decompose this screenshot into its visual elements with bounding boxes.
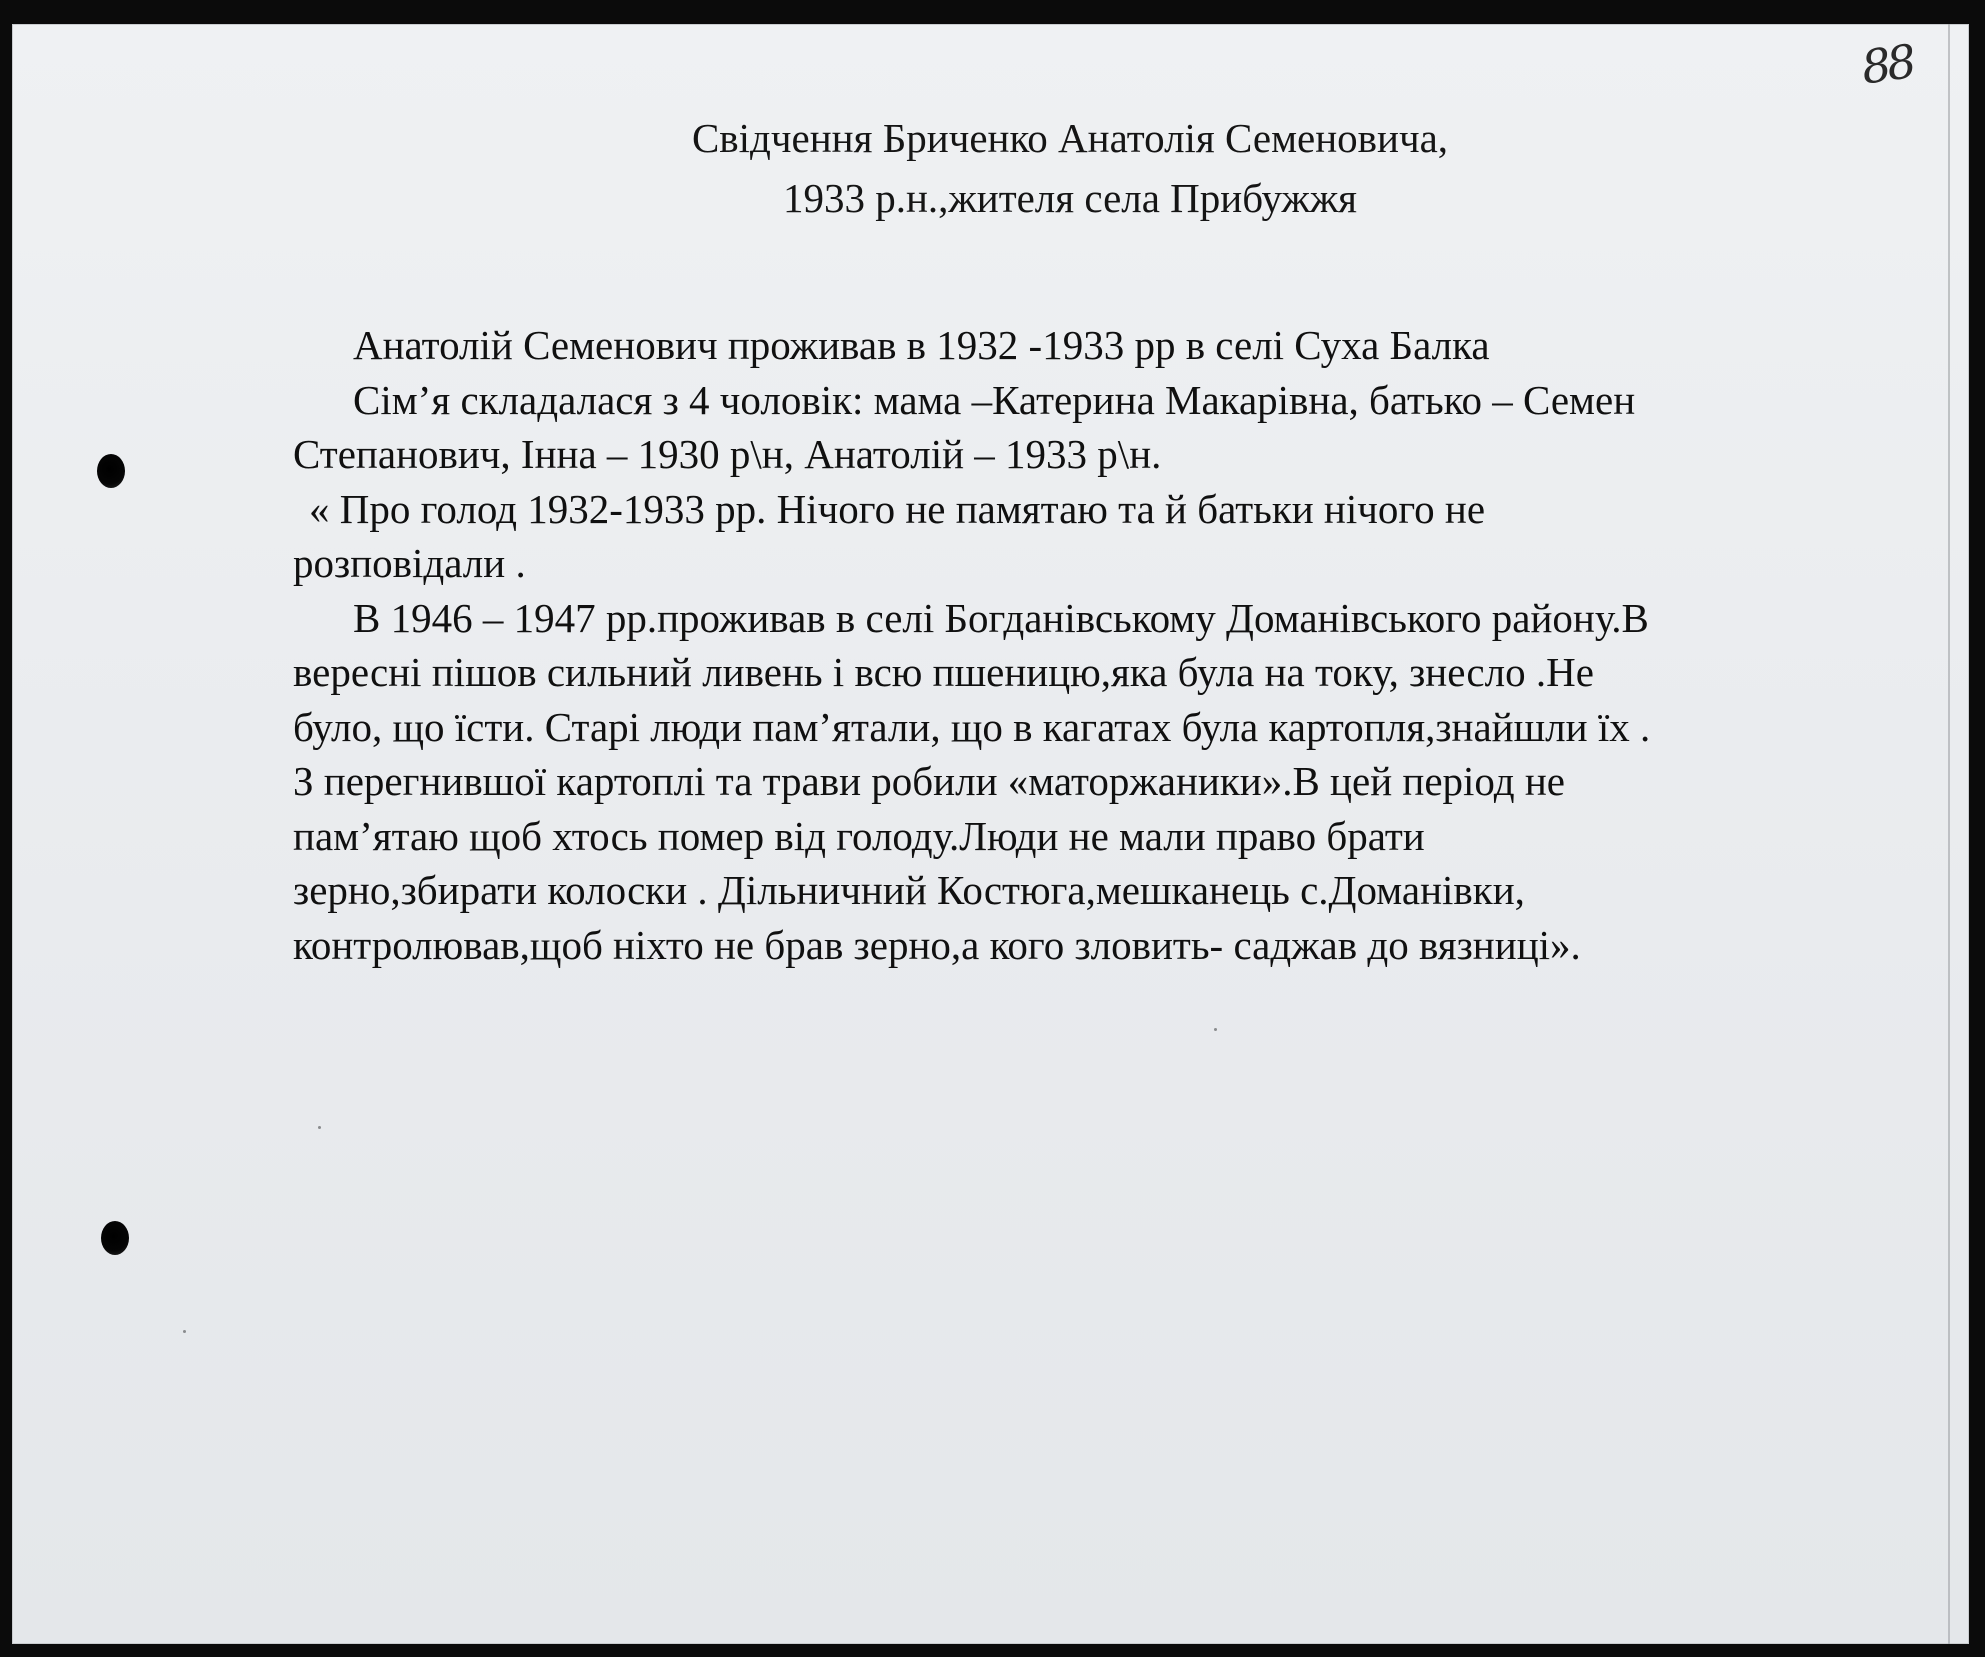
paper-speck bbox=[183, 1330, 186, 1333]
body-line: В 1946 – 1947 рр.проживав в селі Богданівському Доманівського району.В bbox=[353, 594, 1649, 641]
body-line: Сім’я складалася з 4 чоловік: мама –Катерина Макарівна, батько – Семен bbox=[353, 376, 1636, 423]
punch-hole-bottom bbox=[101, 1221, 129, 1255]
title-line-2: 1933 р.н.,жителя села Прибужжя bbox=[782, 175, 1358, 221]
body-line: пам’ятаю щоб хтось помер від голоду.Люди не мали право брати bbox=[293, 812, 1425, 859]
punch-hole-top bbox=[97, 454, 125, 488]
testimony-body bbox=[293, 318, 1853, 972]
body-line: Степанович, Інна – 1930 р\н, Анатолій – 1933 р\н. bbox=[293, 431, 1162, 477]
handwritten-page-number: 88 bbox=[1858, 34, 1916, 95]
body-line: вересні пішов сильний ливень і всю пшеницю,яка була на току, знесло .Не bbox=[293, 649, 1594, 695]
body-line: розповідали . bbox=[293, 540, 526, 586]
paper-speck bbox=[1214, 1028, 1217, 1031]
document-title bbox=[400, 108, 1740, 228]
body-line: зерно,збирати колоски . Дільничний Костюга,мешканець с.Доманівки, bbox=[293, 867, 1525, 913]
body-line: З перегнившої картоплі та трави робили «маторжаники».В цей період не bbox=[293, 758, 1565, 804]
body-line: було, що їсти. Старі люди пам’ятали, що в кагатах була картопля,знайшли їх . bbox=[293, 703, 1651, 750]
body-line: « Про голод 1932-1933 рр. Нічого не памятаю та й батьки нічого не bbox=[309, 485, 1486, 532]
title-line-1: Свідчення Бриченко Анатолія Семеновича, bbox=[691, 115, 1449, 161]
body-line: Анатолій Семенович проживав в 1932 -1933 рр в селі Суха Балка bbox=[353, 322, 1490, 368]
page-edge-shadow bbox=[1948, 24, 1950, 1644]
paper-speck bbox=[318, 1126, 321, 1129]
body-line: контролював,щоб ніхто не брав зерно,а кого зловить- саджав до вязниці». bbox=[293, 921, 1581, 968]
